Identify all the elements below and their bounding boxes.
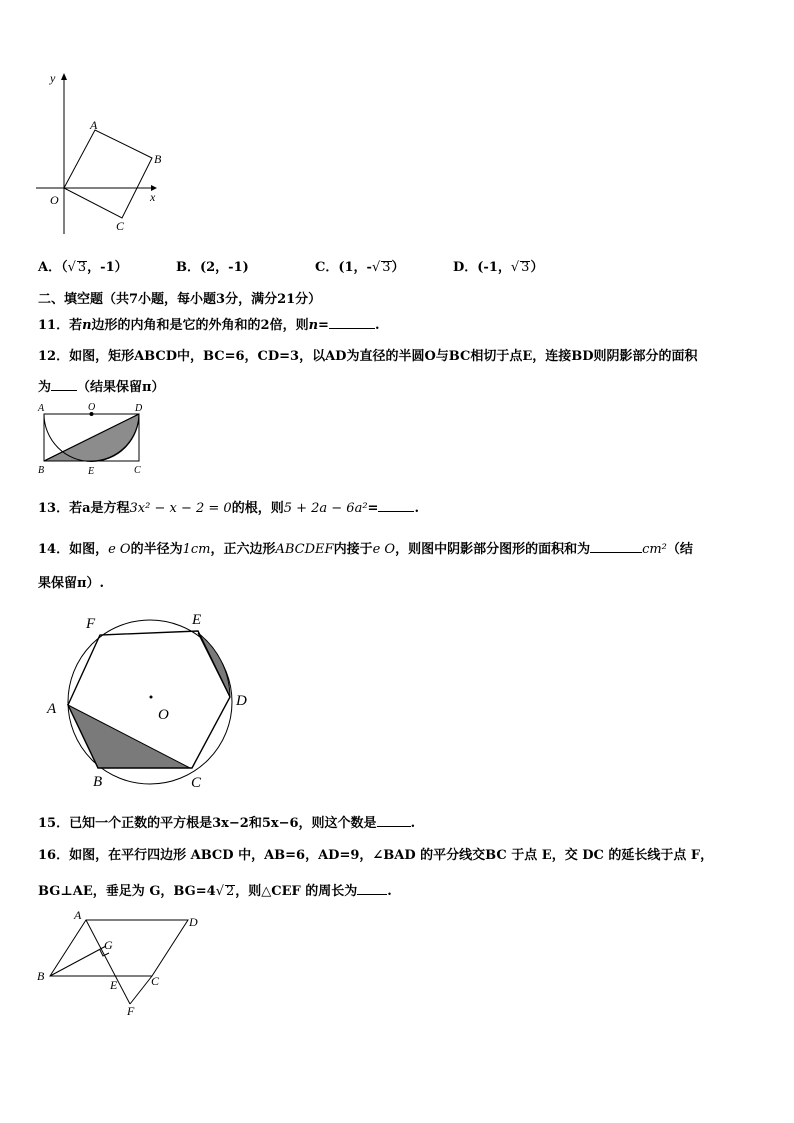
figure-q12-rectangle-semicircle xyxy=(34,400,154,480)
label-e: E xyxy=(192,612,202,628)
question-16-line1: 16．如图，在平行四边形 ABCD 中，AB=6，AD=9，∠BAD 的平分线交BC 于点 E，交 DC 的延长线于点 F， xyxy=(38,848,714,863)
label-c: C xyxy=(191,775,202,791)
label-f: F xyxy=(86,616,96,632)
figure-q10-coordinate-square xyxy=(30,68,170,238)
option-d[interactable]: D．(-1，√ 3） xyxy=(453,260,544,275)
question-14-line2: 果保留π）. xyxy=(38,576,105,591)
bisector-af xyxy=(86,920,130,1004)
label-a: A xyxy=(74,908,82,922)
label-a: A xyxy=(90,118,98,132)
extension-cf xyxy=(130,976,152,1004)
question-14-line1: 14．如图，e O的半径为1cm，正六边形ABCDEF内接于e O，则图中阴影部分图形的面积和为 cm²（结 xyxy=(38,542,693,557)
question-16-line2: BG⊥AE，垂足为 G，BG=4√ 2，则△CEF 的周长为 . xyxy=(38,884,392,899)
option-a[interactable]: A．（√ 3，-1） xyxy=(38,260,128,275)
label-g: G xyxy=(104,938,113,952)
question-12-line1: 12．如图，矩形ABCD中，BC=6，CD=3，以AD为直径的半圆O与BC相切于点E，连接BD则阴影部分的面积 xyxy=(38,349,698,364)
question-15: 15．已知一个正数的平方根是3x−2和5x−6，则这个数是 . xyxy=(38,816,416,831)
sqrt-radicand: 2 xyxy=(226,884,235,899)
label-o: O xyxy=(50,193,59,207)
answer-blank[interactable] xyxy=(357,882,387,895)
label-b: B xyxy=(154,152,162,166)
label-d: D xyxy=(135,403,143,414)
label-y: y xyxy=(50,71,56,85)
label-x: x xyxy=(150,190,156,204)
option-b[interactable]: B．(2，-1) xyxy=(176,260,249,275)
label-e: E xyxy=(88,466,95,477)
parallelogram-abcd xyxy=(50,920,188,976)
answer-blank[interactable] xyxy=(51,378,77,391)
label-c: C xyxy=(151,974,160,988)
answer-blank[interactable] xyxy=(378,499,414,512)
figure-q14-hexagon-in-circle xyxy=(40,605,260,795)
sqrt-radicand: 3 xyxy=(77,260,87,275)
label-c: C xyxy=(116,219,125,233)
option-c[interactable]: C．(1，-√ 3） xyxy=(315,260,405,275)
question-12-line2: 为 （结果保留π） xyxy=(38,380,165,395)
expression: 5 + 2a − 6a² xyxy=(283,501,368,516)
label-b: B xyxy=(37,969,45,983)
square-oabc xyxy=(64,130,152,218)
label-f: F xyxy=(127,1004,135,1018)
label-o: O xyxy=(158,707,169,723)
label-d: D xyxy=(236,693,247,709)
label-b: B xyxy=(93,774,103,790)
label-c: C xyxy=(134,465,141,476)
label-e: E xyxy=(110,978,118,992)
question-11: 11．若n边形的内角和是它的外角和的2倍，则n= . xyxy=(38,318,380,333)
question-13: 13．若a是方程3x² − x − 2 = 0的根，则5 + 2a − 6a²= . xyxy=(38,501,419,516)
label-a: A xyxy=(47,701,57,717)
answer-blank[interactable] xyxy=(329,316,375,329)
center-point xyxy=(150,696,153,699)
section-heading-fill-in: 二、填空题（共7小题，每小题3分，满分21分） xyxy=(38,292,322,307)
equation: 3x² − x − 2 = 0 xyxy=(129,501,232,516)
segment-bg xyxy=(50,946,106,976)
shaded-triangle xyxy=(68,705,190,768)
sqrt-radicand: 3 xyxy=(382,260,391,275)
label-o: O xyxy=(88,402,96,413)
label-d: D xyxy=(189,915,198,929)
figure-q16-parallelogram xyxy=(34,906,214,1021)
answer-blank[interactable] xyxy=(590,540,642,553)
label-a: A xyxy=(38,403,45,414)
answer-blank[interactable] xyxy=(377,814,411,827)
sqrt-radicand: 3 xyxy=(521,260,530,275)
label-b: B xyxy=(38,465,45,476)
